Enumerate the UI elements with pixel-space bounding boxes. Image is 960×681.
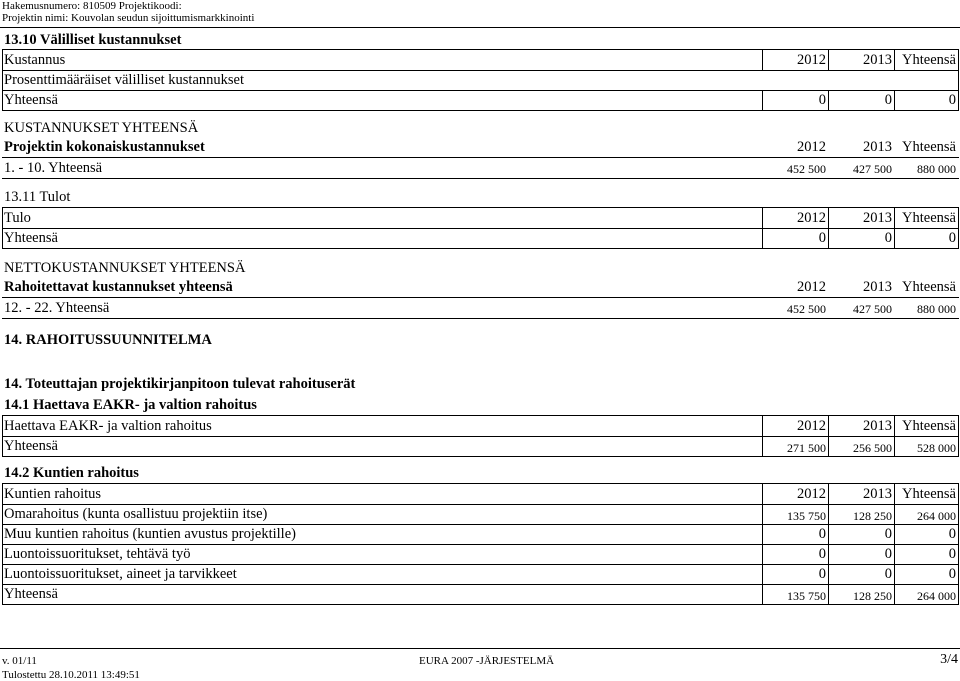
header-rule xyxy=(0,27,960,28)
table-border xyxy=(2,415,3,457)
table-rule xyxy=(2,157,959,158)
total-2012: 0 xyxy=(818,92,826,108)
table-border xyxy=(958,49,959,111)
column-header-2012: 2012 xyxy=(797,139,826,155)
column-header-total: Yhteensä xyxy=(902,139,956,155)
table-rule xyxy=(2,604,959,605)
table-rule xyxy=(2,297,959,298)
total-sum: 264 000 xyxy=(917,589,956,603)
table-border xyxy=(2,207,3,249)
column-header-2012: 2012 xyxy=(797,418,826,434)
table-rule xyxy=(2,318,959,319)
section-title-14-2: 14.2 Kuntien rahoitus xyxy=(4,465,139,481)
column-divider xyxy=(762,49,763,71)
value-2012: 452 500 xyxy=(787,302,826,316)
table-cell: 0 xyxy=(948,566,956,582)
total-sum: 528 000 xyxy=(917,441,956,455)
column-header-2013: 2013 xyxy=(863,486,892,502)
table-cell: 0 xyxy=(948,526,956,542)
column-header-2012: 2012 xyxy=(797,210,826,226)
column-divider xyxy=(894,207,895,249)
column-header-total: Yhteensä xyxy=(902,52,956,68)
print-timestamp: Tulostettu 28.10.2011 13:49:51 xyxy=(2,669,140,681)
table-rule xyxy=(2,49,959,50)
table-border xyxy=(2,49,3,111)
total-2012: 135 750 xyxy=(787,589,826,603)
table-row-label: Prosenttimääräiset välilliset kustannukset xyxy=(4,72,245,88)
table-rule xyxy=(2,178,959,179)
table-rule xyxy=(2,248,959,249)
table-rule xyxy=(2,584,959,585)
column-header-kustannus: Kustannus xyxy=(4,52,66,68)
table-row-label: Luontoissuoritukset, aineet ja tarvikkeet xyxy=(4,566,237,582)
table-cell: 264 000 xyxy=(917,509,956,523)
application-number: Hakemusnumero: 810509 Projektikoodi: xyxy=(2,0,182,12)
column-header-2013: 2013 xyxy=(863,139,892,155)
total-2013: 0 xyxy=(884,230,892,246)
table-cell: 0 xyxy=(818,546,826,562)
value-2013: 427 500 xyxy=(853,162,892,176)
value-2012: 452 500 xyxy=(787,162,826,176)
column-header-2012: 2012 xyxy=(797,52,826,68)
column-divider xyxy=(894,483,895,605)
total-sum: 0 xyxy=(948,230,956,246)
table-border xyxy=(2,483,3,605)
total-2012: 271 500 xyxy=(787,441,826,455)
column-divider xyxy=(828,415,829,457)
table-cell: 0 xyxy=(948,546,956,562)
table-rule xyxy=(2,483,959,484)
table-cell: 0 xyxy=(818,526,826,542)
column-header-2013: 2013 xyxy=(863,418,892,434)
column-header-total: Yhteensä xyxy=(902,418,956,434)
section-title-14-1: 14.1 Haettava EAKR- ja valtion rahoitus xyxy=(4,397,257,413)
column-divider xyxy=(762,207,763,249)
column-header-kuntien: Kuntien rahoitus xyxy=(4,486,102,502)
section-title-14: 14. RAHOITUSSUUNNITELMA xyxy=(4,332,212,348)
total-2012: 0 xyxy=(818,230,826,246)
total-2013: 0 xyxy=(884,92,892,108)
total-label: Yhteensä xyxy=(4,586,58,602)
version-label: v. 01/11 xyxy=(2,655,37,667)
total-label: Yhteensä xyxy=(4,92,58,108)
project-name: Projektin nimi: Kouvolan seudun sijoittumismarkkinointi xyxy=(2,12,255,24)
section-title-13-11: 13.11 Tulot xyxy=(4,189,71,205)
column-header-total: Yhteensä xyxy=(902,210,956,226)
value-2013: 427 500 xyxy=(853,302,892,316)
table-rule xyxy=(2,207,959,208)
value-sum: 880 000 xyxy=(917,302,956,316)
value-sum: 880 000 xyxy=(917,162,956,176)
column-header-2012: 2012 xyxy=(797,486,826,502)
column-header-total: Yhteensä xyxy=(902,486,956,502)
total-2013: 128 250 xyxy=(853,589,892,603)
footer-rule xyxy=(0,648,960,649)
table-cell: 0 xyxy=(884,566,892,582)
column-divider xyxy=(828,483,829,605)
column-divider xyxy=(828,207,829,249)
total-label: Yhteensä xyxy=(4,230,58,246)
column-header-2013: 2013 xyxy=(863,279,892,295)
column-divider xyxy=(894,49,895,71)
column-header-kokonaiskustannukset: Projektin kokonaiskustannukset xyxy=(4,139,205,155)
section-title-costs-total: KUSTANNUKSET YHTEENSÄ xyxy=(4,120,199,136)
column-header-tulo: Tulo xyxy=(4,210,31,226)
table-rule xyxy=(2,110,959,111)
table-rule xyxy=(2,415,959,416)
section-title-13-10: 13.10 Välilliset kustannukset xyxy=(4,32,182,48)
table-cell: 0 xyxy=(818,566,826,582)
table-rule xyxy=(2,456,959,457)
column-divider xyxy=(762,90,763,111)
table-cell: 128 250 xyxy=(853,509,892,523)
column-divider xyxy=(762,415,763,457)
section-title-14-funding: 14. Toteuttajan projektikirjanpitoon tulevat rahoituserät xyxy=(4,376,356,392)
table-cell: 0 xyxy=(884,526,892,542)
table-cell: 0 xyxy=(884,546,892,562)
column-header-2012: 2012 xyxy=(797,279,826,295)
system-name: EURA 2007 -JÄRJESTELMÄ xyxy=(419,655,555,667)
column-divider xyxy=(828,90,829,111)
total-2013: 256 500 xyxy=(853,441,892,455)
table-row-label: Omarahoitus (kunta osallistuu projektiin itse) xyxy=(4,506,268,522)
column-divider xyxy=(894,90,895,111)
table-border xyxy=(958,415,959,457)
page-number: 3/4 xyxy=(940,652,958,667)
section-title-net-costs: NETTOKUSTANNUKSET YHTEENSÄ xyxy=(4,260,246,276)
column-header-eakr: Haettava EAKR- ja valtion rahoitus xyxy=(4,418,212,434)
table-row-label: Luontoissuoritukset, tehtävä työ xyxy=(4,546,191,562)
column-divider xyxy=(828,49,829,71)
total-sum: 0 xyxy=(948,92,956,108)
column-header-total: Yhteensä xyxy=(902,279,956,295)
table-border xyxy=(958,207,959,249)
column-divider xyxy=(894,415,895,457)
table-row-label: Muu kuntien rahoitus (kuntien avustus projektille) xyxy=(4,526,296,542)
column-divider xyxy=(762,483,763,605)
table-row-label: 12. - 22. Yhteensä xyxy=(4,300,110,316)
total-label: Yhteensä xyxy=(4,438,58,454)
column-header-2013: 2013 xyxy=(863,52,892,68)
table-border xyxy=(958,483,959,605)
column-header-rahoitettavat: Rahoitettavat kustannukset yhteensä xyxy=(4,279,233,295)
table-row-label: 1. - 10. Yhteensä xyxy=(4,160,103,176)
table-rule xyxy=(2,436,959,437)
column-header-2013: 2013 xyxy=(863,210,892,226)
table-cell: 135 750 xyxy=(787,509,826,523)
